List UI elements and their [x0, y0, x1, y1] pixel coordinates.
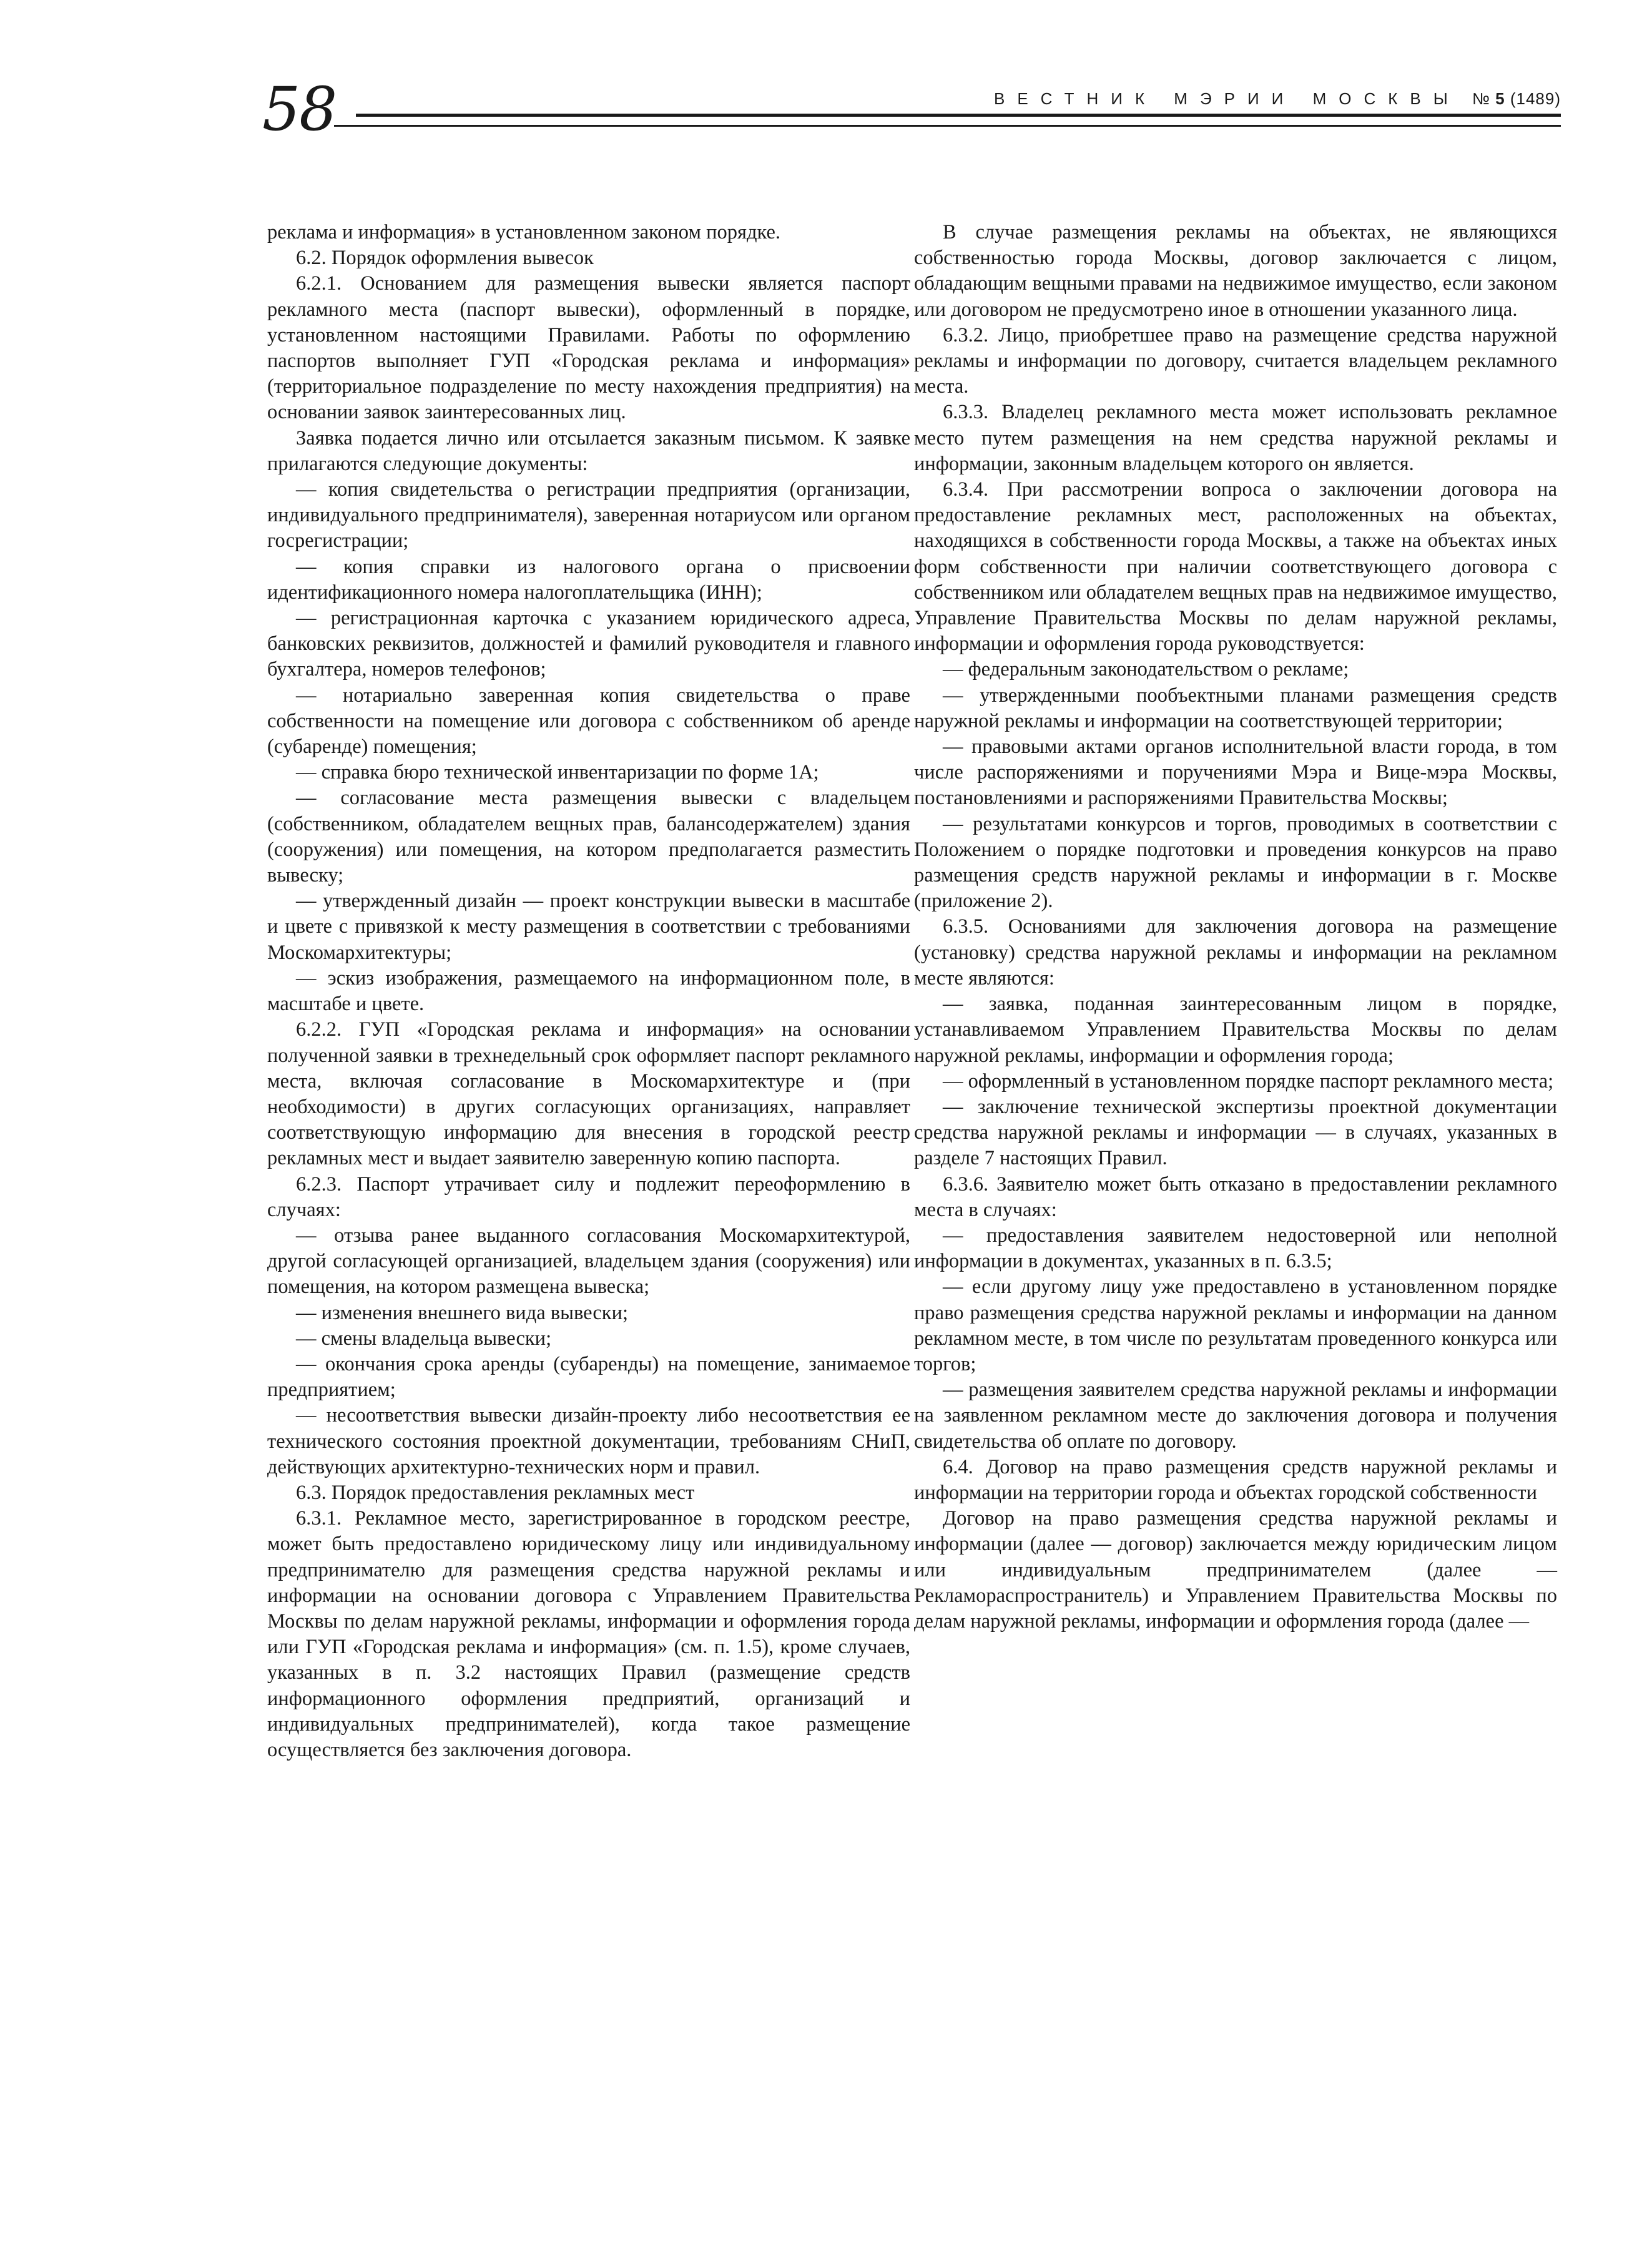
list-item: — результатами конкурсов и торгов, проводимых в соответствии с Положением о порядке подготовки и проведения конкурсов на право размещения средств наружной рекламы и информации в г. Москве (приложение 2). [914, 812, 1557, 913]
paragraph: 6.2.1. Основанием для размещения вывески является паспорт рекламного места (паспорт вывески), оформленный в порядке, установленном настоящими Правилами. Работы по оформлению паспортов выполняет ГУП «Городская реклама и информация» (территориальное подразделение по месту нахождения предприятия) на основании заявок заинтересованных лиц. [267, 272, 910, 424]
list-item: — отзыва ранее выданного согласования Москомархитектурой, другой согласующей организацией, владельцем здания (сооружения) или помещения, на котором размещена вывеска; [267, 1224, 910, 1299]
section-heading: 6.4. Договор на право размещения средств наружной рекламы и информации на территории города и объектах городской собственности [914, 1455, 1557, 1504]
list-item: — изменения внешнего вида вывески; [296, 1301, 628, 1324]
list-item: — смены владельца вывески; [296, 1327, 552, 1350]
paragraph: В случае размещения рекламы на объектах, не являющихся собственностью города Москвы, договор заключается с лицом, обладающим вещными правами на недвижимое имущество, если законом или договором не предусмотрено иное в отношении указанного лица. [914, 221, 1557, 321]
list-item: — заявка, поданная заинтересованным лицом в порядке, устанавливаемом Управлением Правительства Москвы по делам наружной рекламы, информации и оформления города; [914, 993, 1557, 1067]
list-item: — оформленный в установленном порядке паспорт рекламного места; [943, 1069, 1554, 1093]
paragraph: 6.3.6. Заявителю может быть отказано в предоставлении рекламного места в случаях: [914, 1172, 1557, 1221]
paragraph: реклама и информация» в установленном законом порядке. [267, 221, 781, 243]
list-item: — нотариально заверенная копия свидетельства о праве собственности на помещение или договора с собственником об аренде (субаренде) помещения; [267, 684, 910, 759]
paragraph: 6.2.3. Паспорт утрачивает силу и подлежит переоформлению в случаях: [267, 1172, 910, 1221]
page-header [262, 75, 1561, 144]
list-item: — регистрационная карточка с указанием юридического адреса, банковских реквизитов, должностей и фамилий руководителя и главного бухгалтера, номеров телефонов; [267, 607, 910, 681]
paragraph: 6.3.2. Лицо, приобретшее право на размещение средства наружной рекламы и информации по договору, считается владельцем рекламного места. [914, 323, 1557, 398]
paragraph: Заявка подается лично или отсылается заказным письмом. К заявке прилагаются следующие документы: [267, 426, 910, 475]
header-rule-thick [356, 114, 1561, 117]
paragraph: 6.3.1. Рекламное место, зарегистрированное в городском реестре, может быть предоставлено юридическому лицу или индивидуальному предпринимателю для размещения средства наружной рекламы и информации на основании договора с Управлением Правительства Москвы по делам наружной рекламы, информации и оформления города или ГУП «Городская реклама и информация» (см. п. 1.5), кроме случаев, указанных в п. 3.2 настоящих Правил (размещение средств информационного оформления предприятий, организаций и индивидуальных предпринимателей), когда такое размещение осуществляется без заключения договора. [267, 1507, 910, 1761]
section-heading: 6.2. Порядок оформления вывесок [296, 247, 594, 270]
list-item: — согласование места размещения вывески с владельцем (собственником, обладателем вещных прав, балансодержателем) здания (сооружения) или помещения, на котором предполагается разместить вывеску; [267, 787, 910, 887]
running-title [979, 87, 1561, 110]
list-item: — предоставления заявителем недостоверной или неполной информации в документах, указанных в п. 6.3.5; [914, 1224, 1557, 1273]
list-item: — окончания срока аренды (субаренды) на помещение, занимаемое предприятием; [267, 1352, 910, 1402]
paragraph: 6.3.4. При рассмотрении вопроса о заключении договора на предоставление рекламных мест, расположенных на объектах, находящихся в собственности города Москвы, а также на объектах иных форм собственности при наличии соответствующего договора с собственником или обладателем вещных прав на недвижимое имущество, Управление Правительства Москвы по делам наружной рекламы, информации и оформления города руководствуется: [914, 478, 1557, 656]
paragraph: 6.2.2. ГУП «Городская реклама и информация» на основании полученной заявки в трехнедельный срок оформляет паспорт рекламного места, включая согласование в Москомархитектуре и (при необходимости) в других согласующих организациях, направляет соответствующую информацию для внесения в городской реестр рекламных мест и выдает заявителю заверенную копию паспорта. [267, 1018, 910, 1170]
list-item: — утвержденными пообъектными планами размещения средств наружной рекламы и информации на соответствующей территории; [914, 684, 1557, 732]
issue-number: 5 [1495, 89, 1505, 108]
right-column [914, 220, 1557, 1634]
left-column [267, 220, 910, 1763]
page-number: 58 [262, 74, 337, 144]
list-item: — эскиз изображения, размещаемого на информационном поле, в масштабе и цвете. [267, 966, 910, 1016]
list-item: — утвержденный дизайн — проект конструкции вывески в масштабе и цвете с привязкой к месту размещения в соответствии с требованиями Москомархитектуры; [267, 890, 910, 964]
section-heading: 6.3. Порядок предоставления рекламных мест [296, 1481, 695, 1504]
list-item: — правовыми актами органов исполнительной власти города, в том числе распоряжениями и поручениями Мэра и Вице-мэра Москвы, постановлениями и распоряжениями Правительства Москвы; [914, 735, 1557, 810]
paragraph: 6.3.3. Владелец рекламного места может использовать рекламное место путем размещения на нем средства наружной рекламы и информации, законным владельцем которого он является. [914, 401, 1557, 475]
paragraph: 6.3.5. Основаниями для заключения договора на размещение (установку) средства наружной рекламы и информации на рекламном месте являются: [914, 915, 1557, 990]
header-rule-thin [334, 125, 1561, 127]
list-item: — если другому лицу уже предоставлено в установленном порядке право размещения средства наружной рекламы и информации на данном рекламном месте, в том числе по результатам проведенного конкурса или торгов; [914, 1275, 1557, 1375]
issue-prefix: № [1472, 89, 1490, 108]
issue-total: (1489) [1510, 89, 1561, 108]
list-item: — размещения заявителем средства наружной рекламы и информации на заявленном рекламном месте до заключения договора и получения свидетельства об оплате по договору. [914, 1378, 1557, 1453]
list-item: — федеральным законодательством о рекламе; [943, 658, 1349, 681]
list-item: — заключение технической экспертизы проектной документации средства наружной рекламы и информации — в случаях, указанных в разделе 7 настоящих Правил. [914, 1095, 1557, 1170]
list-item: — копия справки из налогового органа о присвоении идентификационного номера налогоплательщика (ИНН); [267, 555, 910, 604]
journal-title: ВЕСТНИК МЭРИИ МОСКВЫ [994, 89, 1460, 108]
list-item: — копия свидетельства о регистрации предприятия (организации, индивидуального предпринимателя), заверенная нотариусом или органом госрегистрации; [267, 478, 910, 553]
paragraph: Договор на право размещения средства наружной рекламы и информации (далее — договор) заключается между юридическим лицом или индивидуальным предпринимателем (далее — Рекламораспространитель) и Управлением Правительства Москвы по делам наружной рекламы, информации и оформления города (далее — [914, 1507, 1557, 1633]
list-item: — несоответствия вывески дизайн-проекту либо несоответствия ее технического состояния проектной документации, требованиям СНиП, действующих архитектурно-технических норм и правил. [267, 1404, 910, 1478]
list-item: — справка бюро технической инвентаризации по форме 1А; [296, 761, 819, 784]
issue-label [1472, 89, 1561, 108]
